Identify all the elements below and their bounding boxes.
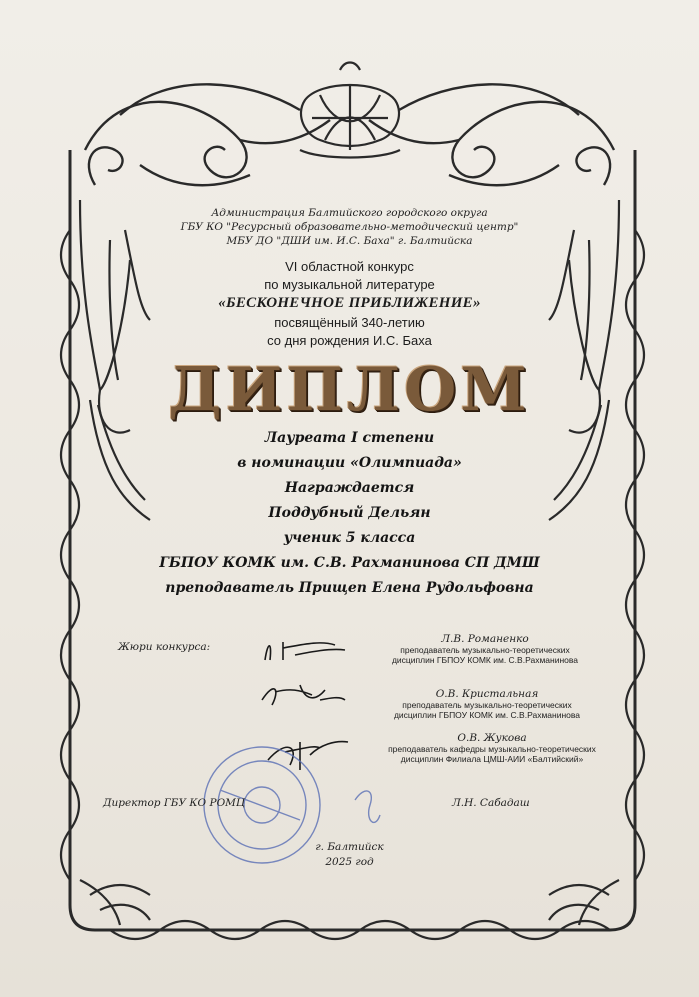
contest-line-4: посвящённый 340-летию [274, 315, 425, 330]
director-signature [355, 791, 380, 822]
jury-member-name: О.В. Кристальная [435, 688, 539, 700]
jury-member-role: преподаватель музыкально-теоретических [400, 645, 570, 655]
jury-member-2 [362, 688, 612, 720]
contest-line-1: VI областной конкурс [285, 259, 414, 274]
city: г. Балтийск [315, 841, 384, 853]
jury-member-role: преподаватель музыкально-теоретических [402, 700, 572, 710]
jury-label: Жюри конкурса: [118, 641, 211, 653]
jury-member-role: преподаватель кафедры музыкально-теоретических [388, 744, 596, 754]
award-nomination: в номинации «Олимпиада» [237, 455, 462, 471]
jury-member-name: О.В. Жукова [457, 732, 527, 744]
contest-name: «БЕСКОНЕЧНОЕ ПРИБЛИЖЕНИЕ» [218, 295, 481, 311]
contest-line-5: со дня рождения И.С. Баха [267, 333, 432, 348]
signature-2 [262, 685, 345, 705]
award-awarded: Награждается [284, 480, 415, 496]
org-line-3: МБУ ДО "ДШИ им. И.С. Баха" г. Балтийска [226, 235, 473, 247]
award-degree: Лауреата I степени [264, 430, 435, 446]
org-line-1: Администрация Балтийского городского округа [211, 207, 488, 219]
director-label: Директор ГБУ КО РОМЦ [103, 797, 246, 809]
jury-member-role: дисциплин Филиала ЦМШ-АИИ «Балтийский» [400, 754, 584, 764]
awardee-teacher: преподаватель Прищеп Елена Рудольфовна [165, 580, 534, 596]
awardee-class: ученик 5 класса [283, 530, 416, 546]
year: 2025 год [325, 856, 374, 868]
director-name: Л.Н. Сабадаш [452, 797, 530, 809]
jury-member-role: дисциплин ГБПОУ КОМК им. С.В.Рахманинова [393, 710, 581, 720]
awardee-school: ГБПОУ КОМК им. С.В. Рахманинова СП ДМШ [159, 555, 540, 571]
awardee-name: Поддубный Дельян [268, 505, 431, 521]
jury-member-1 [360, 633, 610, 665]
org-line-2: ГБУ КО "Ресурсный образовательно-методический центр" [180, 221, 519, 233]
signature-1 [265, 642, 345, 660]
contest-line-2: по музыкальной литературе [264, 277, 435, 292]
jury-member-role: дисциплин ГБПОУ КОМК им. С.В.Рахманинова [391, 655, 579, 665]
monogram-emblem [300, 63, 400, 158]
jury-member-name: Л.В. Романенко [441, 633, 529, 645]
diploma-title: ДИПЛОМ [168, 355, 531, 425]
signature-3 [268, 742, 348, 770]
jury-member-3 [357, 732, 627, 764]
